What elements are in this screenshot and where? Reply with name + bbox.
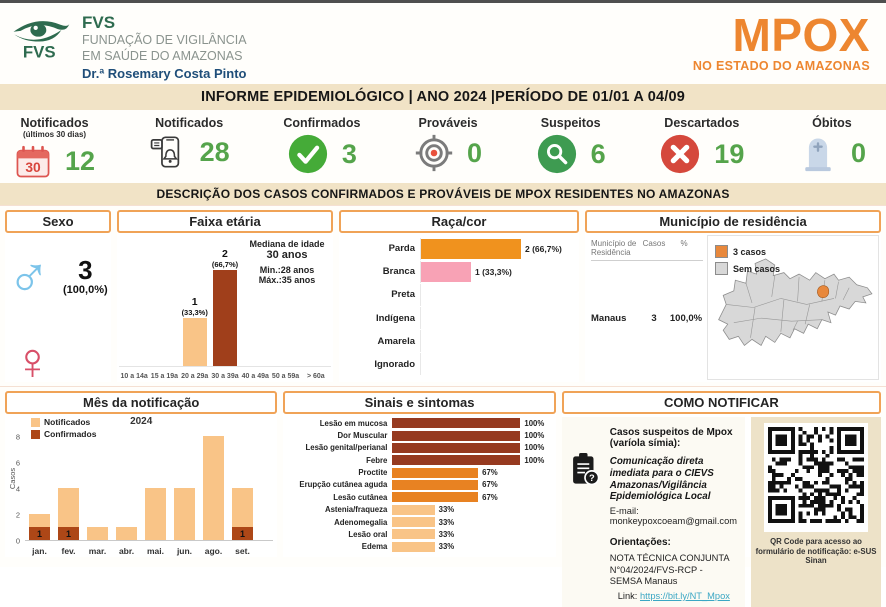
panel-como-title: COMO NOTIFICAR (562, 391, 881, 414)
male-count: 3 (78, 255, 93, 285)
como-email-line (610, 506, 737, 526)
municipio-table-header (591, 239, 703, 261)
kpi-value: 0 (467, 137, 483, 168)
faixa-bar (183, 318, 207, 366)
sintoma-row (283, 541, 553, 552)
raca-chart (339, 233, 579, 382)
kpi-main (14, 142, 95, 180)
male-stats (63, 257, 108, 296)
axis-tick-label: set. (235, 546, 250, 556)
sintoma-bar (392, 517, 434, 527)
raca-bar-track (420, 353, 575, 375)
panel-faixa-etaria (117, 210, 333, 382)
mes-bar (87, 527, 108, 540)
bar-value-label: 2 (222, 248, 228, 260)
nota-line2: N°04/2024/FVS-RCP - SEMSA Manaus (609, 564, 703, 587)
sintoma-bar (392, 468, 478, 478)
kpi-suspeitos (536, 117, 606, 175)
kpi-value: 28 (199, 136, 230, 167)
kpi-main (659, 133, 744, 175)
axis-tick-label: fev. (61, 546, 76, 556)
faixa-bar-group (182, 296, 208, 366)
kpi-label: Óbitos (812, 116, 852, 130)
kpi-label: Descartados (664, 116, 740, 130)
map-legend (715, 245, 780, 279)
axis-tick-label: 10 a 14a (120, 373, 148, 380)
como-heading: Casos suspeitos de Mpox (varíola símia): (609, 427, 733, 449)
bar-value-label: 100% (524, 443, 545, 453)
sintoma-label: Edema (361, 542, 388, 552)
fvs-logo (10, 12, 247, 81)
cell-pct: 100,0% (669, 313, 703, 324)
sintoma-label: Adenomegalia (334, 517, 388, 527)
sintoma-row (283, 455, 553, 466)
male-percent: (100,0%) (63, 284, 108, 296)
mes-bar-notificados (87, 527, 108, 540)
sexo-body (5, 233, 111, 391)
mes-bar (145, 488, 166, 540)
mes-bar-notificados (58, 488, 79, 527)
sintoma-bar (392, 480, 478, 490)
mes-year-label: 2024 (130, 416, 153, 427)
email-label: E-mail: (609, 506, 639, 516)
panel-municipio-title: Município de residência (585, 210, 881, 233)
logo-director: Dr.ª Rosemary Costa Pinto (82, 66, 247, 81)
kpi-label: Notificados (155, 116, 224, 130)
panel-sexo-title: Sexo (5, 210, 111, 233)
como-emphasis: Comunicação direta imediata para o CIEVS Amazonas/Vigilância Epidemiológica Local (609, 456, 714, 503)
middle-row (0, 205, 886, 391)
nota-tecnica-link[interactable]: https://bit.ly/NT_Mpox (639, 590, 730, 601)
idade-min: Min.:28 anos (259, 265, 315, 275)
kpi-main (287, 133, 357, 175)
raca-category-label: Indígena (375, 312, 415, 324)
panel-raca-title: Raça/cor (339, 210, 579, 233)
raca-row (339, 261, 575, 283)
raca-category-label: Ignorado (374, 358, 415, 370)
legend-label: Notificados (44, 417, 91, 427)
raca-category-label: Preta (391, 289, 415, 301)
sintoma-bar (392, 443, 520, 453)
bar-value-label: 33% (438, 505, 455, 515)
axis-tick-label: 6 (15, 458, 20, 468)
mes-bar-notificados (145, 488, 166, 540)
como-instructions (562, 417, 745, 607)
section-banner: DESCRIÇÃO DOS CASOS CONFIRMADOS E PROVÁVEIS DE MPOX RESIDENTES NO AMAZONAS (0, 183, 886, 205)
svg-text:?: ? (588, 473, 595, 484)
sintoma-label: Dor Muscular (337, 431, 388, 441)
raca-bar-track (420, 284, 575, 306)
axis-tick-label: 40 a 49a (241, 373, 269, 380)
sintoma-row (283, 517, 553, 528)
sintoma-bar (392, 431, 520, 441)
axis-tick-label: 50 a 59a (271, 373, 300, 380)
axis-tick-label: 8 (15, 432, 20, 442)
axis-tick-label: mar. (88, 546, 107, 556)
manaus-region (817, 286, 828, 298)
faixa-slot (210, 237, 240, 366)
panel-sinais-title: Sinais e sintomas (283, 391, 555, 414)
mes-plot (25, 428, 273, 541)
kpi-value: 12 (65, 145, 96, 176)
kpi-main (149, 133, 230, 171)
logo-org-line2: EM SAÚDE DO AMAZONAS (82, 49, 243, 63)
bar-value-label: 67% (482, 468, 498, 478)
sintoma-row (283, 492, 553, 503)
kpi-label: Suspeitos (540, 116, 601, 130)
sintoma-row (283, 467, 553, 478)
bar-pct-label: (33,3%) (181, 308, 208, 317)
legend-item (31, 417, 96, 427)
mes-bar-notificados (203, 436, 224, 540)
kpi-provaveis (414, 117, 482, 173)
sintoma-label: Proctite (358, 468, 388, 478)
kpi-main (536, 133, 606, 175)
raca-category-label: Branca (382, 266, 415, 278)
legend-item (31, 429, 96, 439)
sintoma-row (283, 430, 553, 441)
page-subtitle: NO ESTADO DO AMAZONAS (692, 59, 870, 74)
mes-bar (58, 488, 79, 540)
raca-bar-track (420, 238, 575, 260)
legend-item-sem-casos (715, 262, 780, 275)
mes-bar-notificados (174, 488, 195, 540)
municipio-table (587, 235, 703, 380)
raca-bar (421, 239, 521, 259)
col-municipio: Município de Residência (591, 239, 637, 257)
mes-bar (174, 488, 195, 540)
axis-tick-label: 4 (15, 484, 20, 494)
sintoma-row (283, 504, 553, 515)
bar-value-label: 67% (482, 492, 498, 502)
col-pct: % (680, 239, 688, 248)
target-icon (414, 133, 454, 173)
x-circle-icon (659, 133, 701, 175)
faixa-chart (117, 233, 333, 382)
kpi-label: Notificados (20, 116, 89, 130)
sintoma-bar (392, 529, 434, 539)
axis-tick-label: 30 a 39a (211, 373, 239, 380)
sintoma-row (283, 529, 553, 540)
sintoma-label: Lesão oral (348, 529, 388, 539)
header (0, 3, 886, 84)
axis-tick-label: 20 a 29a (181, 373, 209, 380)
bar-value-label: 100% (524, 431, 545, 441)
raca-row (339, 353, 575, 375)
sintoma-bar (392, 455, 520, 465)
legend-swatch-casos (715, 245, 728, 258)
mediana-title: Mediana de idade (249, 239, 325, 249)
fvs-eye-logo-icon (10, 12, 72, 69)
sintoma-bar (392, 492, 478, 502)
kpi-value: 0 (850, 137, 866, 168)
axis-tick-label: 0 (15, 536, 20, 546)
legend-label-casos: 3 casos (733, 246, 767, 257)
legend-swatch-sem-casos (715, 262, 728, 275)
sintoma-bar (392, 505, 434, 515)
bar-value-label: 100% (524, 455, 545, 465)
faixa-annotations (243, 239, 331, 285)
como-body (562, 414, 881, 607)
idade-max: Máx.:35 anos (258, 275, 316, 285)
raca-row (339, 330, 575, 352)
female-icon: ♀ (13, 333, 52, 391)
panel-como-notificar (562, 391, 881, 601)
raca-bar (421, 262, 471, 282)
axis-tick-label: jan. (32, 546, 47, 556)
mes-bar-confirmados: 1 (58, 527, 79, 540)
bar-value-label: 100% (524, 418, 545, 428)
legend-label-sem-casos: Sem casos (733, 263, 781, 274)
male-icon: ♂ (7, 243, 51, 308)
kpi-descartados (659, 117, 744, 175)
raca-category-label: Parda (388, 243, 415, 255)
cell-municipio: Manaus (591, 313, 627, 324)
bar-value-label: 2 (66,7%) (525, 243, 562, 254)
como-orientacoes: Orientações: (609, 537, 671, 548)
nota-tecnica (610, 553, 737, 588)
sintoma-label: Erupção cutânea aguda (299, 480, 388, 490)
axis-tick-label: jun. (176, 546, 193, 556)
legend-swatch (31, 430, 40, 439)
mediana-value: 30 anos (266, 249, 308, 261)
kpi-main (414, 133, 482, 173)
axis-tick-label: abr. (118, 546, 135, 556)
kpi-value: 19 (714, 138, 745, 169)
svg-text:FVS: FVS (22, 42, 56, 62)
sintoma-row (283, 418, 553, 429)
kpi-main (798, 133, 866, 173)
qr-section (751, 417, 881, 607)
kpi-confirmados (283, 117, 360, 175)
tombstone-icon (798, 133, 838, 173)
raca-bar-track (420, 307, 575, 329)
phone-alert-icon (149, 133, 187, 171)
panel-municipio (585, 210, 881, 382)
kpi-label: Confirmados (283, 116, 361, 130)
mes-bar-notificados (29, 514, 50, 527)
panel-mes-title: Mês da notificação (5, 391, 277, 414)
mes-chart (5, 414, 277, 557)
mes-bar-confirmados: 1 (29, 527, 50, 540)
kpi-obitos (798, 117, 866, 173)
raca-category-label: Amarela (377, 335, 415, 347)
mes-bar-notificados (232, 488, 253, 527)
check-circle-icon (287, 133, 329, 175)
nota-line1: NOTA TÉCNICA CONJUNTA (609, 553, 730, 563)
bar-value-label: 33% (438, 529, 455, 539)
kpi-value: 6 (590, 138, 606, 169)
sinais-chart (283, 414, 555, 557)
axis-tick-label: 15 a 19a (150, 373, 179, 380)
mes-bar (203, 436, 224, 540)
sintoma-label: Astenia/fraqueza (324, 505, 388, 515)
amazonas-map (707, 235, 879, 380)
bar-pct-label: (66,7%) (211, 260, 239, 269)
panel-raca-cor (339, 210, 579, 382)
mes-bar (29, 514, 50, 540)
panel-mes-notificacao (5, 391, 277, 557)
email-value: monkeypoxcoeam@gmail.com (609, 516, 737, 526)
sintoma-label: Lesão em mucosa (319, 418, 388, 428)
mes-bar (232, 488, 253, 540)
col-casos: Casos (642, 239, 666, 248)
cell-casos: 3 (651, 313, 657, 324)
mes-legend (31, 417, 96, 441)
link-label: Link: (617, 590, 638, 601)
logo-org-line1: FUNDAÇÃO DE VIGILÂNCIA (82, 33, 247, 47)
kpi-sublabel: (últimos 30 dias) (22, 130, 87, 140)
logo-acronym: FVS (82, 13, 116, 32)
magnifier-circle-icon (536, 133, 578, 175)
svg-text:30: 30 (25, 159, 41, 176)
panel-faixa-title: Faixa etária (117, 210, 333, 233)
raca-row (339, 238, 575, 260)
faixa-slot (149, 237, 179, 366)
sintoma-row (283, 442, 553, 453)
mes-x-axis (25, 546, 273, 556)
legend-item-casos (715, 245, 780, 258)
bottom-row (0, 386, 886, 601)
faixa-x-axis (119, 373, 331, 380)
mes-bar-notificados (116, 527, 137, 540)
link-row (610, 591, 737, 601)
kpi-row (0, 110, 886, 183)
table-row (591, 313, 703, 324)
kpi-notificados (149, 117, 230, 171)
panel-sinais-sintomas (283, 391, 555, 557)
kpi-notificados-30-dias (14, 117, 95, 180)
bar-value-label: 33% (438, 517, 455, 527)
sintoma-bar (392, 542, 434, 552)
mes-bar (116, 527, 137, 540)
faixa-slot (119, 237, 149, 366)
clipboard-question-icon (568, 451, 602, 494)
qr-code (764, 423, 868, 532)
logo-text (82, 12, 247, 81)
axis-tick-label: > 60a (306, 373, 325, 380)
calendar-30-icon (14, 142, 52, 180)
bar-value-label: 1 (191, 296, 198, 308)
panel-sexo (5, 210, 111, 391)
sintoma-label: Febre (366, 455, 388, 465)
bar-value-label: 1 (33,3%) (475, 266, 512, 277)
main-banner: INFORME EPIDEMIOLÓGICO | ANO 2024 |PERÍODO DE 01/01 A 04/09 (0, 84, 886, 110)
axis-tick-label: ago. (204, 546, 223, 556)
kpi-value: 3 (341, 138, 357, 169)
legend-label: Confirmados (44, 429, 97, 439)
municipio-body (585, 233, 881, 382)
qr-caption: QR Code para acesso ao formulário de notificação: e-SUS Sinan (755, 537, 877, 566)
kpi-label: Prováveis (418, 116, 478, 130)
axis-tick-label: mai. (146, 546, 164, 556)
legend-swatch (31, 418, 40, 427)
sintoma-label: Lesão cutânea (333, 492, 388, 502)
bar-value-label: 33% (438, 542, 455, 552)
faixa-slot (180, 237, 210, 366)
sintoma-row (283, 479, 553, 490)
raca-row (339, 307, 575, 329)
raca-bar-track (420, 261, 575, 283)
mes-y-axis (11, 428, 21, 546)
mes-y-axis-title: Casos (8, 467, 18, 490)
raca-row (339, 284, 575, 306)
sintoma-label: Lesão genital/perianal (305, 443, 388, 453)
sintoma-bar (392, 418, 520, 428)
faixa-bar-group (212, 248, 238, 366)
report-title-block (692, 9, 870, 74)
faixa-bar (213, 270, 237, 366)
bar-value-label: 67% (482, 480, 498, 490)
axis-tick-label: 2 (15, 510, 20, 520)
raca-bar-track (420, 330, 575, 352)
mes-bar-confirmados: 1 (232, 527, 253, 540)
page-title: MPOX (732, 9, 870, 61)
